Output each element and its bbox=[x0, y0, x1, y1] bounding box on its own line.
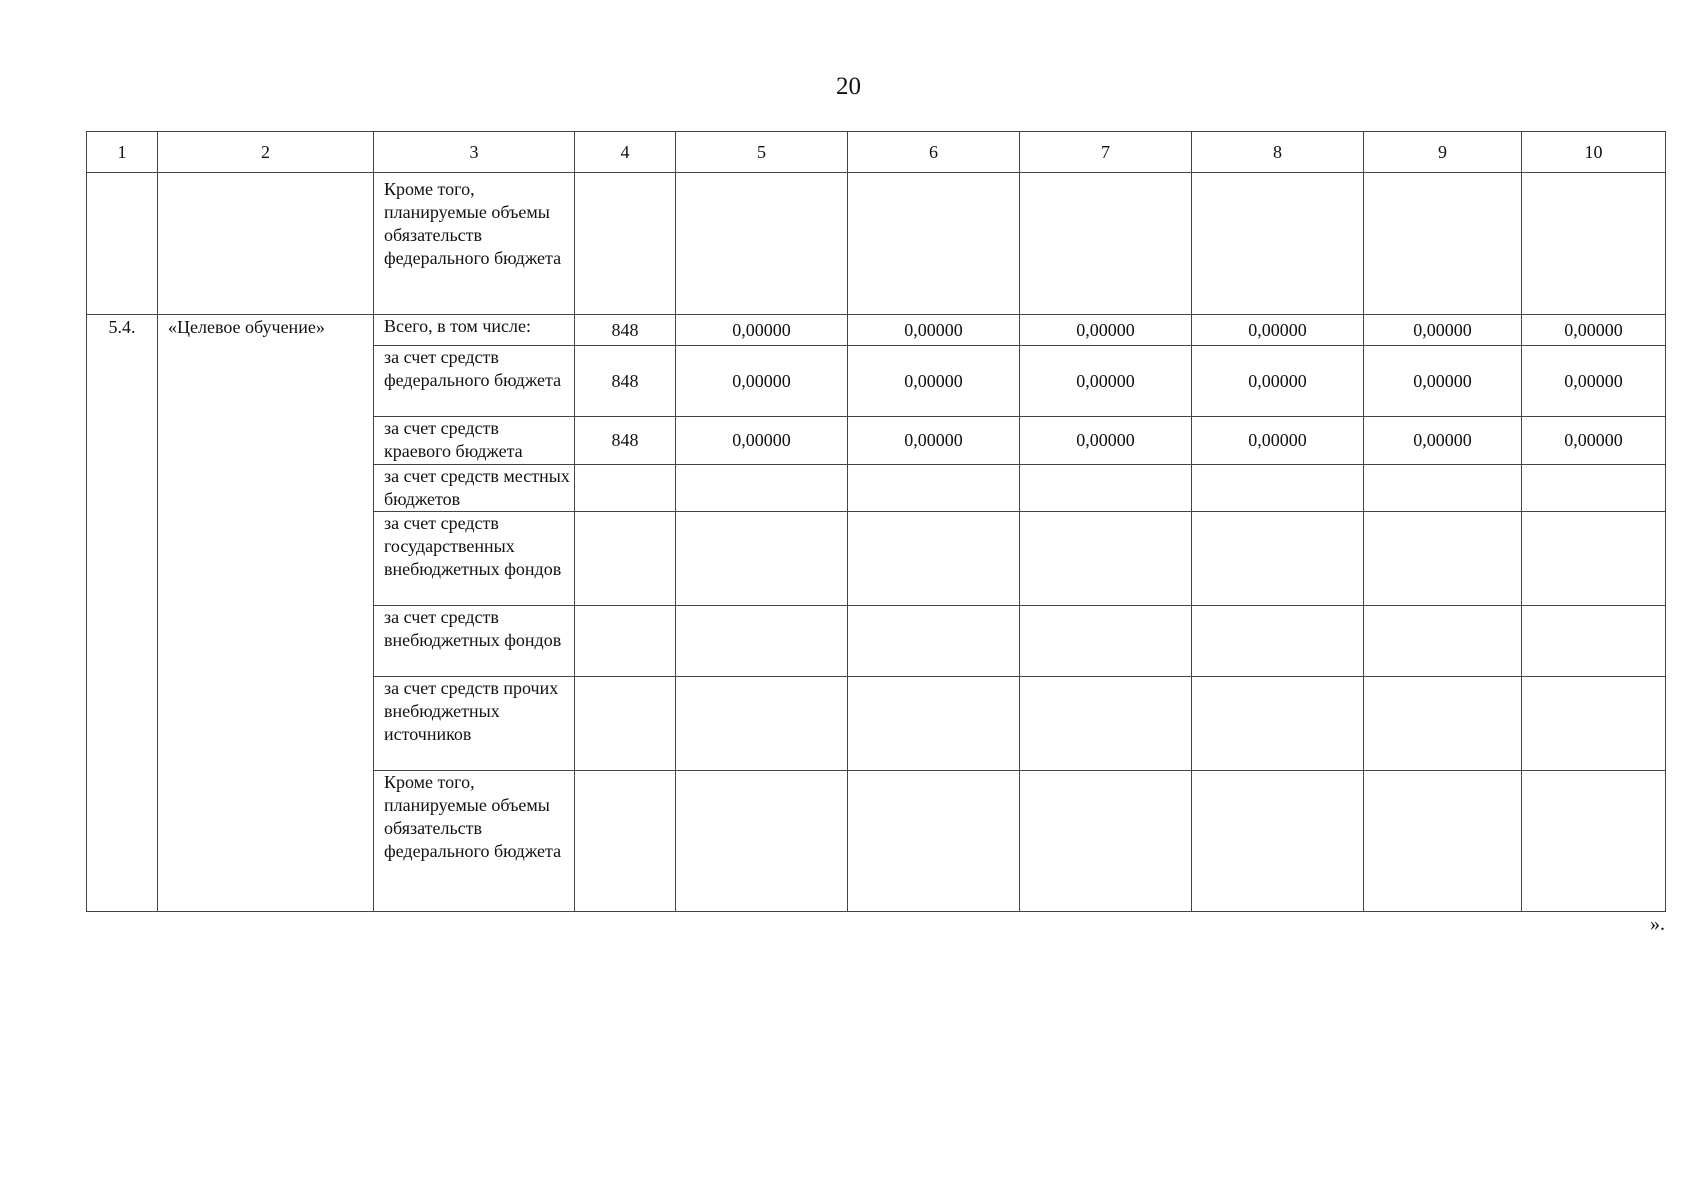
value-cell bbox=[848, 465, 1020, 512]
value-cell bbox=[1192, 606, 1364, 677]
value-cell: 848 bbox=[575, 417, 676, 465]
row-label: Кроме того, планируемые объемы обязательств федерального бюджета bbox=[374, 771, 575, 912]
value-cell bbox=[1192, 465, 1364, 512]
value-cell: 0,00000 bbox=[1020, 315, 1192, 346]
value-cell: 0,00000 bbox=[1522, 346, 1666, 417]
value-cell: 0,00000 bbox=[1522, 417, 1666, 465]
empty-cell bbox=[676, 173, 848, 315]
value-cell bbox=[1364, 512, 1522, 606]
closing-quote-mark: ». bbox=[1650, 913, 1665, 935]
empty-cell bbox=[848, 173, 1020, 315]
value-cell bbox=[1192, 512, 1364, 606]
header-row bbox=[87, 132, 1666, 173]
value-cell bbox=[848, 512, 1020, 606]
value-cell: 0,00000 bbox=[1522, 315, 1666, 346]
value-cell bbox=[1522, 512, 1666, 606]
value-cell bbox=[1364, 771, 1522, 912]
value-cell: 0,00000 bbox=[1192, 315, 1364, 346]
value-cell: 0,00000 bbox=[676, 346, 848, 417]
value-cell bbox=[1522, 465, 1666, 512]
header-cell: 2 bbox=[158, 132, 374, 173]
value-cell bbox=[848, 606, 1020, 677]
value-cell bbox=[1020, 512, 1192, 606]
value-cell: 0,00000 bbox=[1364, 417, 1522, 465]
value-cell: 848 bbox=[575, 346, 676, 417]
header-cell: 4 bbox=[575, 132, 676, 173]
value-cell: 0,00000 bbox=[848, 315, 1020, 346]
value-cell bbox=[1522, 606, 1666, 677]
value-cell bbox=[575, 606, 676, 677]
value-cell bbox=[1522, 677, 1666, 771]
value-cell bbox=[1364, 465, 1522, 512]
empty-cell bbox=[1192, 173, 1364, 315]
value-cell: 0,00000 bbox=[1192, 417, 1364, 465]
value-cell: 0,00000 bbox=[1020, 346, 1192, 417]
value-cell: 0,00000 bbox=[1364, 315, 1522, 346]
header-cell: 3 bbox=[374, 132, 575, 173]
value-cell bbox=[676, 606, 848, 677]
value-cell bbox=[1020, 677, 1192, 771]
value-cell: 0,00000 bbox=[1364, 346, 1522, 417]
value-cell bbox=[1020, 465, 1192, 512]
value-cell bbox=[1364, 677, 1522, 771]
value-cell bbox=[575, 771, 676, 912]
header-cell: 1 bbox=[87, 132, 158, 173]
value-cell bbox=[676, 512, 848, 606]
value-cell bbox=[1364, 606, 1522, 677]
page-number: 20 bbox=[836, 73, 861, 100]
value-cell: 0,00000 bbox=[848, 417, 1020, 465]
row-label: за счет средств внебюджетных фондов bbox=[374, 606, 575, 677]
empty-cell bbox=[1020, 173, 1192, 315]
header-cell: 6 bbox=[848, 132, 1020, 173]
header-cell: 7 bbox=[1020, 132, 1192, 173]
value-cell bbox=[676, 465, 848, 512]
value-cell bbox=[676, 677, 848, 771]
row-label: за счет средств государственных внебюджетных фондов bbox=[374, 512, 575, 606]
value-cell bbox=[1522, 771, 1666, 912]
header-cell: 5 bbox=[676, 132, 848, 173]
value-cell bbox=[1020, 606, 1192, 677]
value-cell bbox=[676, 771, 848, 912]
row-label: Кроме того, планируемые объемы обязательств федерального бюджета bbox=[374, 173, 575, 315]
empty-cell bbox=[1522, 173, 1666, 315]
header-cell: 8 bbox=[1192, 132, 1364, 173]
row-label: за счет средств федерального бюджета bbox=[374, 346, 575, 417]
value-cell bbox=[575, 465, 676, 512]
value-cell bbox=[1192, 677, 1364, 771]
header-cell: 9 bbox=[1364, 132, 1522, 173]
value-cell: 0,00000 bbox=[676, 417, 848, 465]
item-name: «Целевое обучение» bbox=[158, 315, 374, 912]
empty-cell bbox=[1364, 173, 1522, 315]
row-label: за счет средств прочих внебюджетных источников bbox=[374, 677, 575, 771]
row-label: Всего, в том числе: bbox=[374, 315, 575, 346]
value-cell: 0,00000 bbox=[676, 315, 848, 346]
value-cell bbox=[1020, 771, 1192, 912]
item-number: 5.4. bbox=[87, 315, 158, 912]
empty-cell bbox=[87, 173, 158, 315]
table-row bbox=[87, 315, 1666, 346]
header-cell: 10 bbox=[1522, 132, 1666, 173]
value-cell bbox=[575, 512, 676, 606]
empty-cell bbox=[158, 173, 374, 315]
value-cell: 0,00000 bbox=[848, 346, 1020, 417]
value-cell bbox=[848, 677, 1020, 771]
row-label: за счет средств местных бюджетов bbox=[374, 465, 575, 512]
value-cell: 0,00000 bbox=[1020, 417, 1192, 465]
value-cell: 0,00000 bbox=[1192, 346, 1364, 417]
empty-cell bbox=[575, 173, 676, 315]
table-row bbox=[87, 173, 1666, 315]
value-cell bbox=[575, 677, 676, 771]
value-cell bbox=[848, 771, 1020, 912]
value-cell: 848 bbox=[575, 315, 676, 346]
value-cell bbox=[1192, 771, 1364, 912]
row-label: за счет средств краевого бюджета bbox=[374, 417, 575, 465]
budget-table bbox=[86, 131, 1666, 912]
